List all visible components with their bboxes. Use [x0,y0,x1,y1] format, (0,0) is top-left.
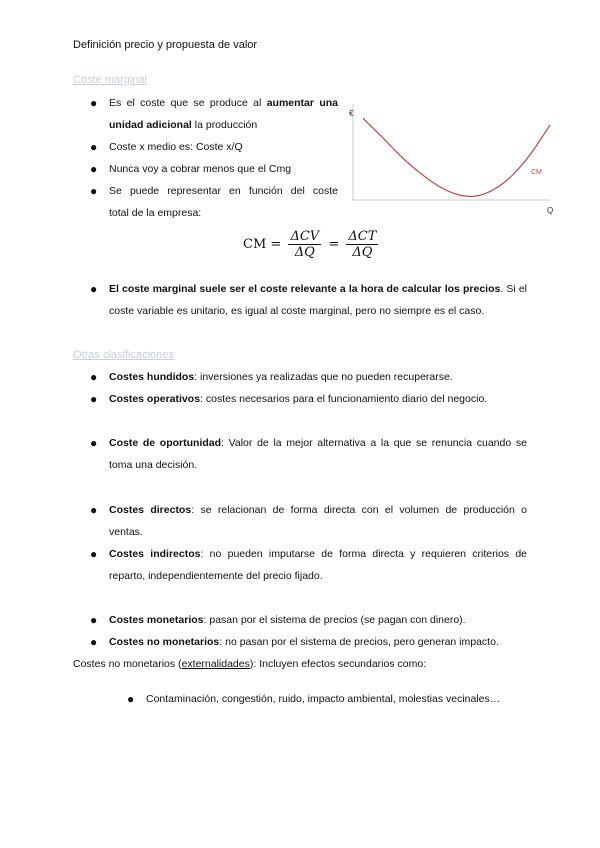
externalidades-term: externalidades [181,658,250,670]
list-item-cm-4-line1: Se puede representar en función del coste [109,185,338,197]
formula-num-ct: ΔCT [348,229,377,244]
formula-equals: = [328,237,340,252]
bullet-icon: ● [90,547,98,561]
bullet-icon: ● [90,282,98,296]
bullet-icon: ● [90,635,98,649]
list-item-hundidos: Costes hundidos: inversiones ya realizadas que no pueden recuperarse. [109,371,453,383]
list-item-indirectos-line2: reparto, independientemente del precio fijado. [109,570,323,582]
paragraph-externalidades: Costes no monetarios (externalidades): Incluyen efectos secundarios como: [73,658,427,670]
bullet-icon: ● [90,184,98,198]
bullet-icon: ● [90,392,98,406]
list-item-monetarios: Costes monetarios: pasan por el sistema de precios (se pagan con dinero). [109,614,466,626]
list-item-externalidades: Contaminación, congestión, ruido, impacto ambiental, molestias vecinales… [146,693,501,705]
list-item-directos-line2: ventas. [109,526,143,538]
page-title: Definición precio y propuesta de valor [73,39,258,51]
formula-fraction-cv [288,229,321,260]
bullet-icon: ● [90,370,98,384]
list-item-cm-5-line2: coste variable es unitario, es igual al coste marginal, pero no siempre es el caso. [109,305,485,317]
list-item-directos-line1: Costes directos: se relacionan de forma directa con el volumen de producción o [109,504,527,516]
section-heading-otras: Otras clasificaciones [73,349,174,361]
list-item-cm-3: Nunca voy a cobrar menos que el Cmg [109,163,292,175]
section-heading-coste-marginal: Coste marginal [73,74,147,86]
list-item-indirectos-line1: Costes indirectos: no pueden imputarse de forma directa y requieren criterios de [109,548,527,560]
list-item-cm-1-line2: unidad adicional la producción [109,119,258,131]
bullet-icon: ● [90,140,98,154]
legend-label-cm: CM [531,169,542,176]
list-item-oportunidad-line1: Coste de oportunidad: Valor de la mejor alternativa a la que se renuncia cuando se [109,437,527,449]
bullet-icon: ● [90,613,98,627]
formula-den-q: ΔQ [294,245,315,260]
marginal-cost-chart [345,96,560,221]
bullet-icon: ● [90,162,98,176]
marginal-cost-formula [243,229,381,260]
bullet-icon: ● [127,692,135,706]
bullet-icon: ● [90,96,98,110]
list-item-operativos: Costes operativos: costes necesarios para el funcionamiento diario del negocio. [109,393,488,405]
formula-den-q2: ΔQ [352,245,373,260]
list-item-cm-5-line1: El coste marginal suele ser el coste relevante a la hora de calcular los precios. Si el [109,283,528,295]
formula-lhs: CM = [243,237,282,252]
list-item-cm-4-line2: total de la empresa: [109,207,202,219]
formula-fraction-ct [346,229,378,260]
bullet-icon: ● [90,503,98,517]
y-axis-label: € [349,109,354,118]
cm-curve-line [363,118,550,196]
bullet-icon: ● [90,436,98,450]
list-item-cm-2: Coste x medio es: Coste x/Q [109,141,243,153]
formula-num-cv: ΔCV [290,229,320,244]
list-item-cm-1-line1: Es el coste que se produce al aumentar una [109,97,339,109]
list-item-oportunidad-line2: toma una decisión. [109,459,198,471]
list-item-no-monetarios: Costes no monetarios: no pasan por el sistema de precios, pero generan impacto. [109,636,499,648]
x-axis-label: Q [547,206,554,215]
